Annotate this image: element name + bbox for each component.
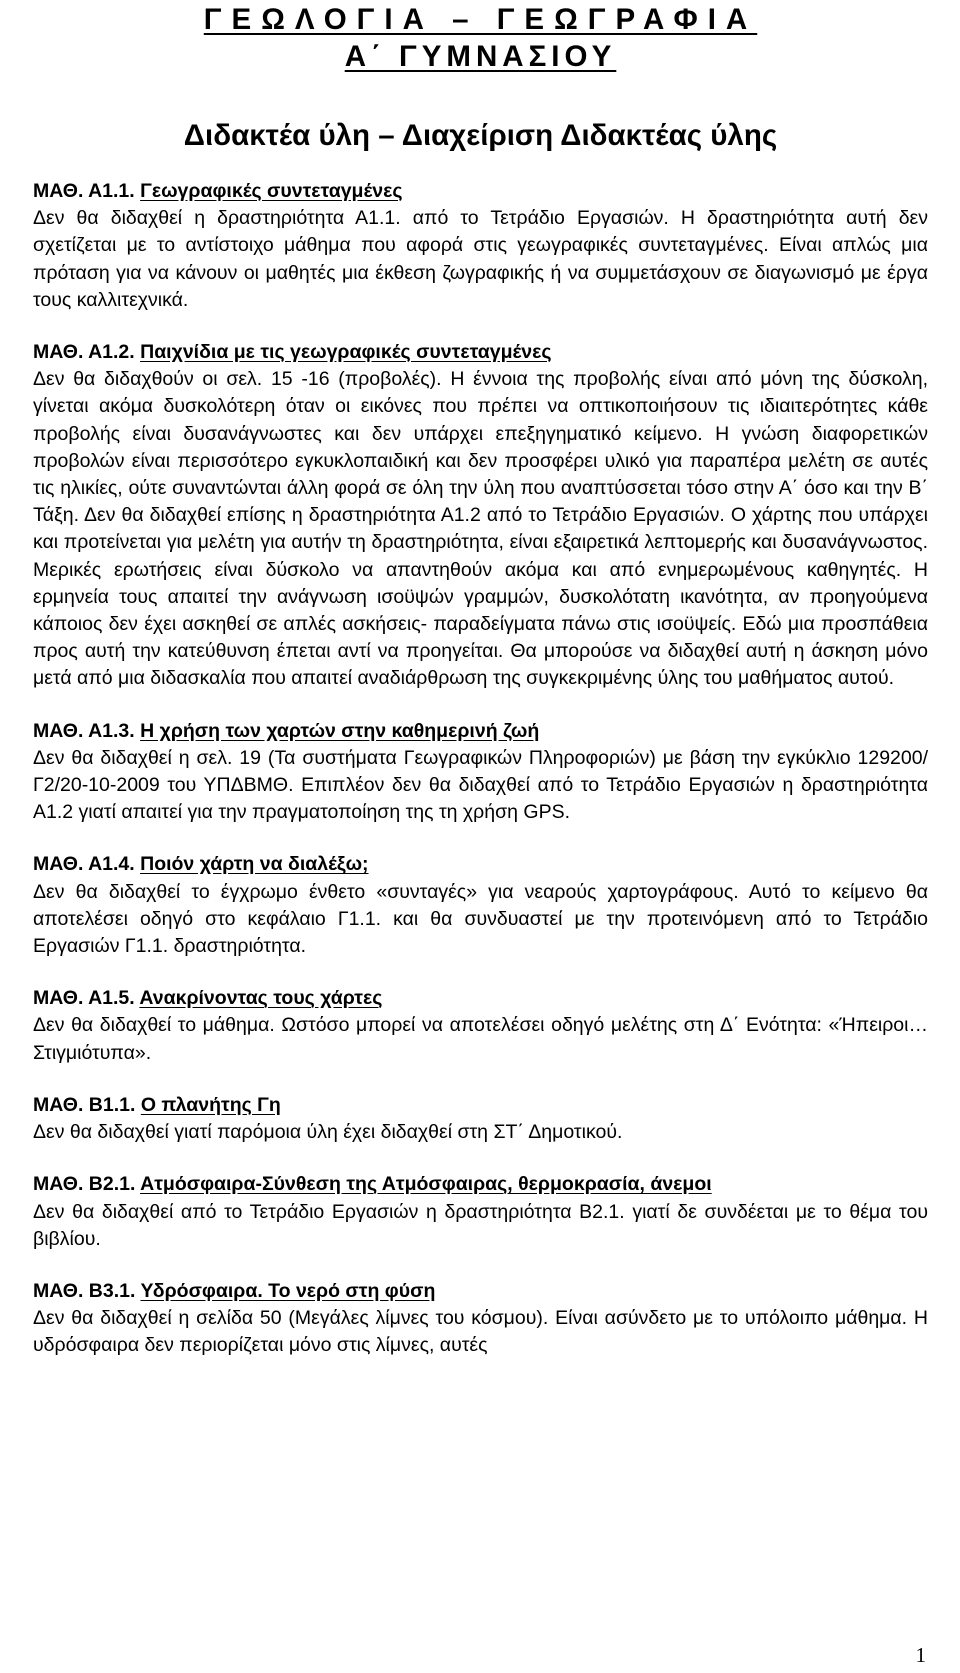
section-text: Δεν θα διδαχθούν οι σελ. 15 -16 (προβολές). Η έννοια της προβολής είναι από μόνη της δύσκολη, γίνεται ακόμα δυσκολότερη όταν οι εικόνες που πρέπει να οπτικοποιήσουν τις ιδιαιτερότητες κάθε προβολής είναι δυσανάγνωστες και δεν υπάρχει επεξηγηματικό κείμενο. Η γνώση διαφορετικών προβολών είναι περισσότερο εγκυκλοπαιδική και δεν προσφέρει υλικό για παραπέρα μελέτη σε αυτές τις ηλικίες, ούτε συναντώνται άλλη φορά σε όλη την ύλη που αναπτύσσεται τόσο στην Α΄ όσο και την Β΄ Τάξη. Δεν θα διδαχθεί επίσης η δραστηριότητα Α1.2 από το Τετράδιο Εργασιών. Ο χάρτης που υπάρχει και προτείνεται για μελέτη για αυτήν τη δραστηριότητα, είναι εξαιρετικά λεπτομερής και δυσανάγνωστος. Μερικές ερωτήσεις είναι δύσκολο να απαντηθούν ακόμα και από ενημερωμένους καθηγητές. Η ερμηνεία τους απαιτεί την ανάγνωση ισοϋψών γραμμών, δυσκολότατη ικανότητα, αν προηγούμενα κάποιος δεν έχει ασκηθεί σε απλές ασκήσεις- παραδείγματα πάνω στις ισοϋψείς. Εδώ μια προσπάθεια προς αυτή την κατεύθυνση έπεται αντί να προηγείται. Θα μπορούσε να διδαχθεί αυτή η άσκηση μόνο μετά από μια διδασκαλία που απαιτεί αναδιάρθρωση της συγκεκριμένης ύλης του μαθήματος αυτού. [33, 368, 928, 690]
section-code: ΜΑΘ. Β2.1. [33, 1173, 141, 1196]
section-code: ΜΑΘ. Β3.1. [33, 1279, 141, 1302]
section-title: Ποιόν χάρτη να διαλέξω; [140, 853, 369, 876]
section-heading [33, 1171, 928, 1198]
section-code: ΜΑΘ. Α1.1. [33, 180, 141, 202]
section-title: Ανακρίνοντας τους χάρτες [139, 987, 383, 1010]
section-b1-1 [33, 1092, 928, 1146]
section-a1-2 [33, 339, 928, 693]
section-heading [33, 851, 928, 878]
section-title: Ατμόσφαιρα-Σύνθεση της Ατμόσφαιρας, θερμοκρασία, άνεμοι [140, 1173, 712, 1196]
section-title: Υδρόσφαιρα. Το νερό στη φύση [140, 1279, 436, 1302]
section-code: ΜΑΘ. Α1.5. [33, 987, 140, 1010]
section-heading [33, 339, 928, 366]
section-b2-1 [33, 1171, 928, 1253]
section-heading [33, 985, 928, 1012]
section-text: Δεν θα διδαχθεί η δραστηριότητα Α1.1. από το Τετράδιο Εργασιών. Η δραστηριότητα αυτή δεν σχετίζεται με το αντίστοιχο μάθημα που αφορά στις γεωγραφικές συντεταγμένες. Είναι απλώς μια πρόταση για να κάνουν οι μαθητές μια έκθεση ζωγραφικής ή να συμμετάσχουν σε διαγωνισμό με έργα τους καλλιτεχνικά. [33, 207, 928, 311]
section-text: Δεν θα διδαχθεί γιατί παρόμοια ύλη έχει διδαχθεί στη ΣΤ΄ Δημοτικού. [33, 1121, 623, 1144]
section-heading [33, 178, 928, 205]
section-a1-3 [33, 718, 928, 827]
section-a1-5 [33, 985, 928, 1067]
section-heading [33, 718, 928, 745]
section-title: Ο πλανήτης Γη [140, 1093, 281, 1116]
section-title: Γεωγραφικές συντεταγμένες [140, 180, 403, 202]
section-text: Δεν θα διδαχθεί το μάθημα. Ωστόσο μπορεί να αποτελέσει οδηγό μελέτης στη Δ΄ Ενότητα: «Ήπειροι… Στιγμιότυπα». [33, 1014, 928, 1064]
document-class-title: Α΄ ΓΥΜΝΑΣΙΟΥ [344, 40, 617, 73]
section-code: ΜΑΘ. Α1.2. [33, 341, 141, 364]
page-number: 1 [915, 1643, 926, 1667]
section-a1-4 [33, 851, 928, 960]
section-text: Δεν θα διδαχθεί το έγχρωμο ένθετο «συνταγές» για νεαρούς χαρτογράφους. Αυτό το κείμενο θα αποτελέσει οδηγό στο κεφάλαιο Γ1.1. και θα συνδυαστεί με την προτεινόμενη από το Τετράδιο Εργασιών Γ1.1. δραστηριότητα. [33, 880, 928, 958]
section-text: Δεν θα διδαχθεί η σελίδα 50 (Μεγάλες λίμνες του κόσμου). Είναι ασύνδετο με το υπόλοιπο μάθημα. Η υδρόσφαιρα δεν περιορίζεται μόνο στις λίμνες, αυτές [33, 1307, 928, 1357]
section-code: ΜΑΘ. Α1.4. [33, 853, 141, 876]
section-code: ΜΑΘ. Α1.3. [33, 719, 141, 742]
document-subtitle: Διδακτέα ύλη – Διαχείριση Διδακτέας ύλης [183, 119, 778, 152]
section-a1-1 [33, 178, 928, 314]
section-code: ΜΑΘ. Β1.1. [33, 1093, 141, 1116]
section-text: Δεν θα διδαχθεί από το Τετράδιο Εργασιών η δραστηριότητα Β2.1. γιατί δε συνδέεται με το θέμα του βιβλίου. [33, 1200, 928, 1250]
section-b3-1 [33, 1278, 928, 1360]
section-title: Η χρήση των χαρτών στην καθημερινή ζωή [140, 719, 540, 742]
section-heading [33, 1092, 928, 1119]
document-title: ΓΕΩΛΟΓΙΑ – ΓΕΩΓΡΑΦΙΑ [203, 3, 758, 36]
section-title: Παιχνίδια με τις γεωγραφικές συντεταγμένες [140, 341, 552, 364]
section-text: Δεν θα διδαχθεί η σελ. 19 (Τα συστήματα Γεωγραφικών Πληροφοριών) με βάση την εγκύκλιο 129200/Γ2/20-10-2009 του ΥΠΔΒΜΘ. Επιπλέον δεν θα διδαχθεί από το Τετράδιο Εργασιών η δραστηριότητα Α1.2 γιατί απαιτεί για την πραγματοποίηση της τη χρήση GPS. [33, 746, 928, 824]
section-heading [33, 1278, 928, 1305]
